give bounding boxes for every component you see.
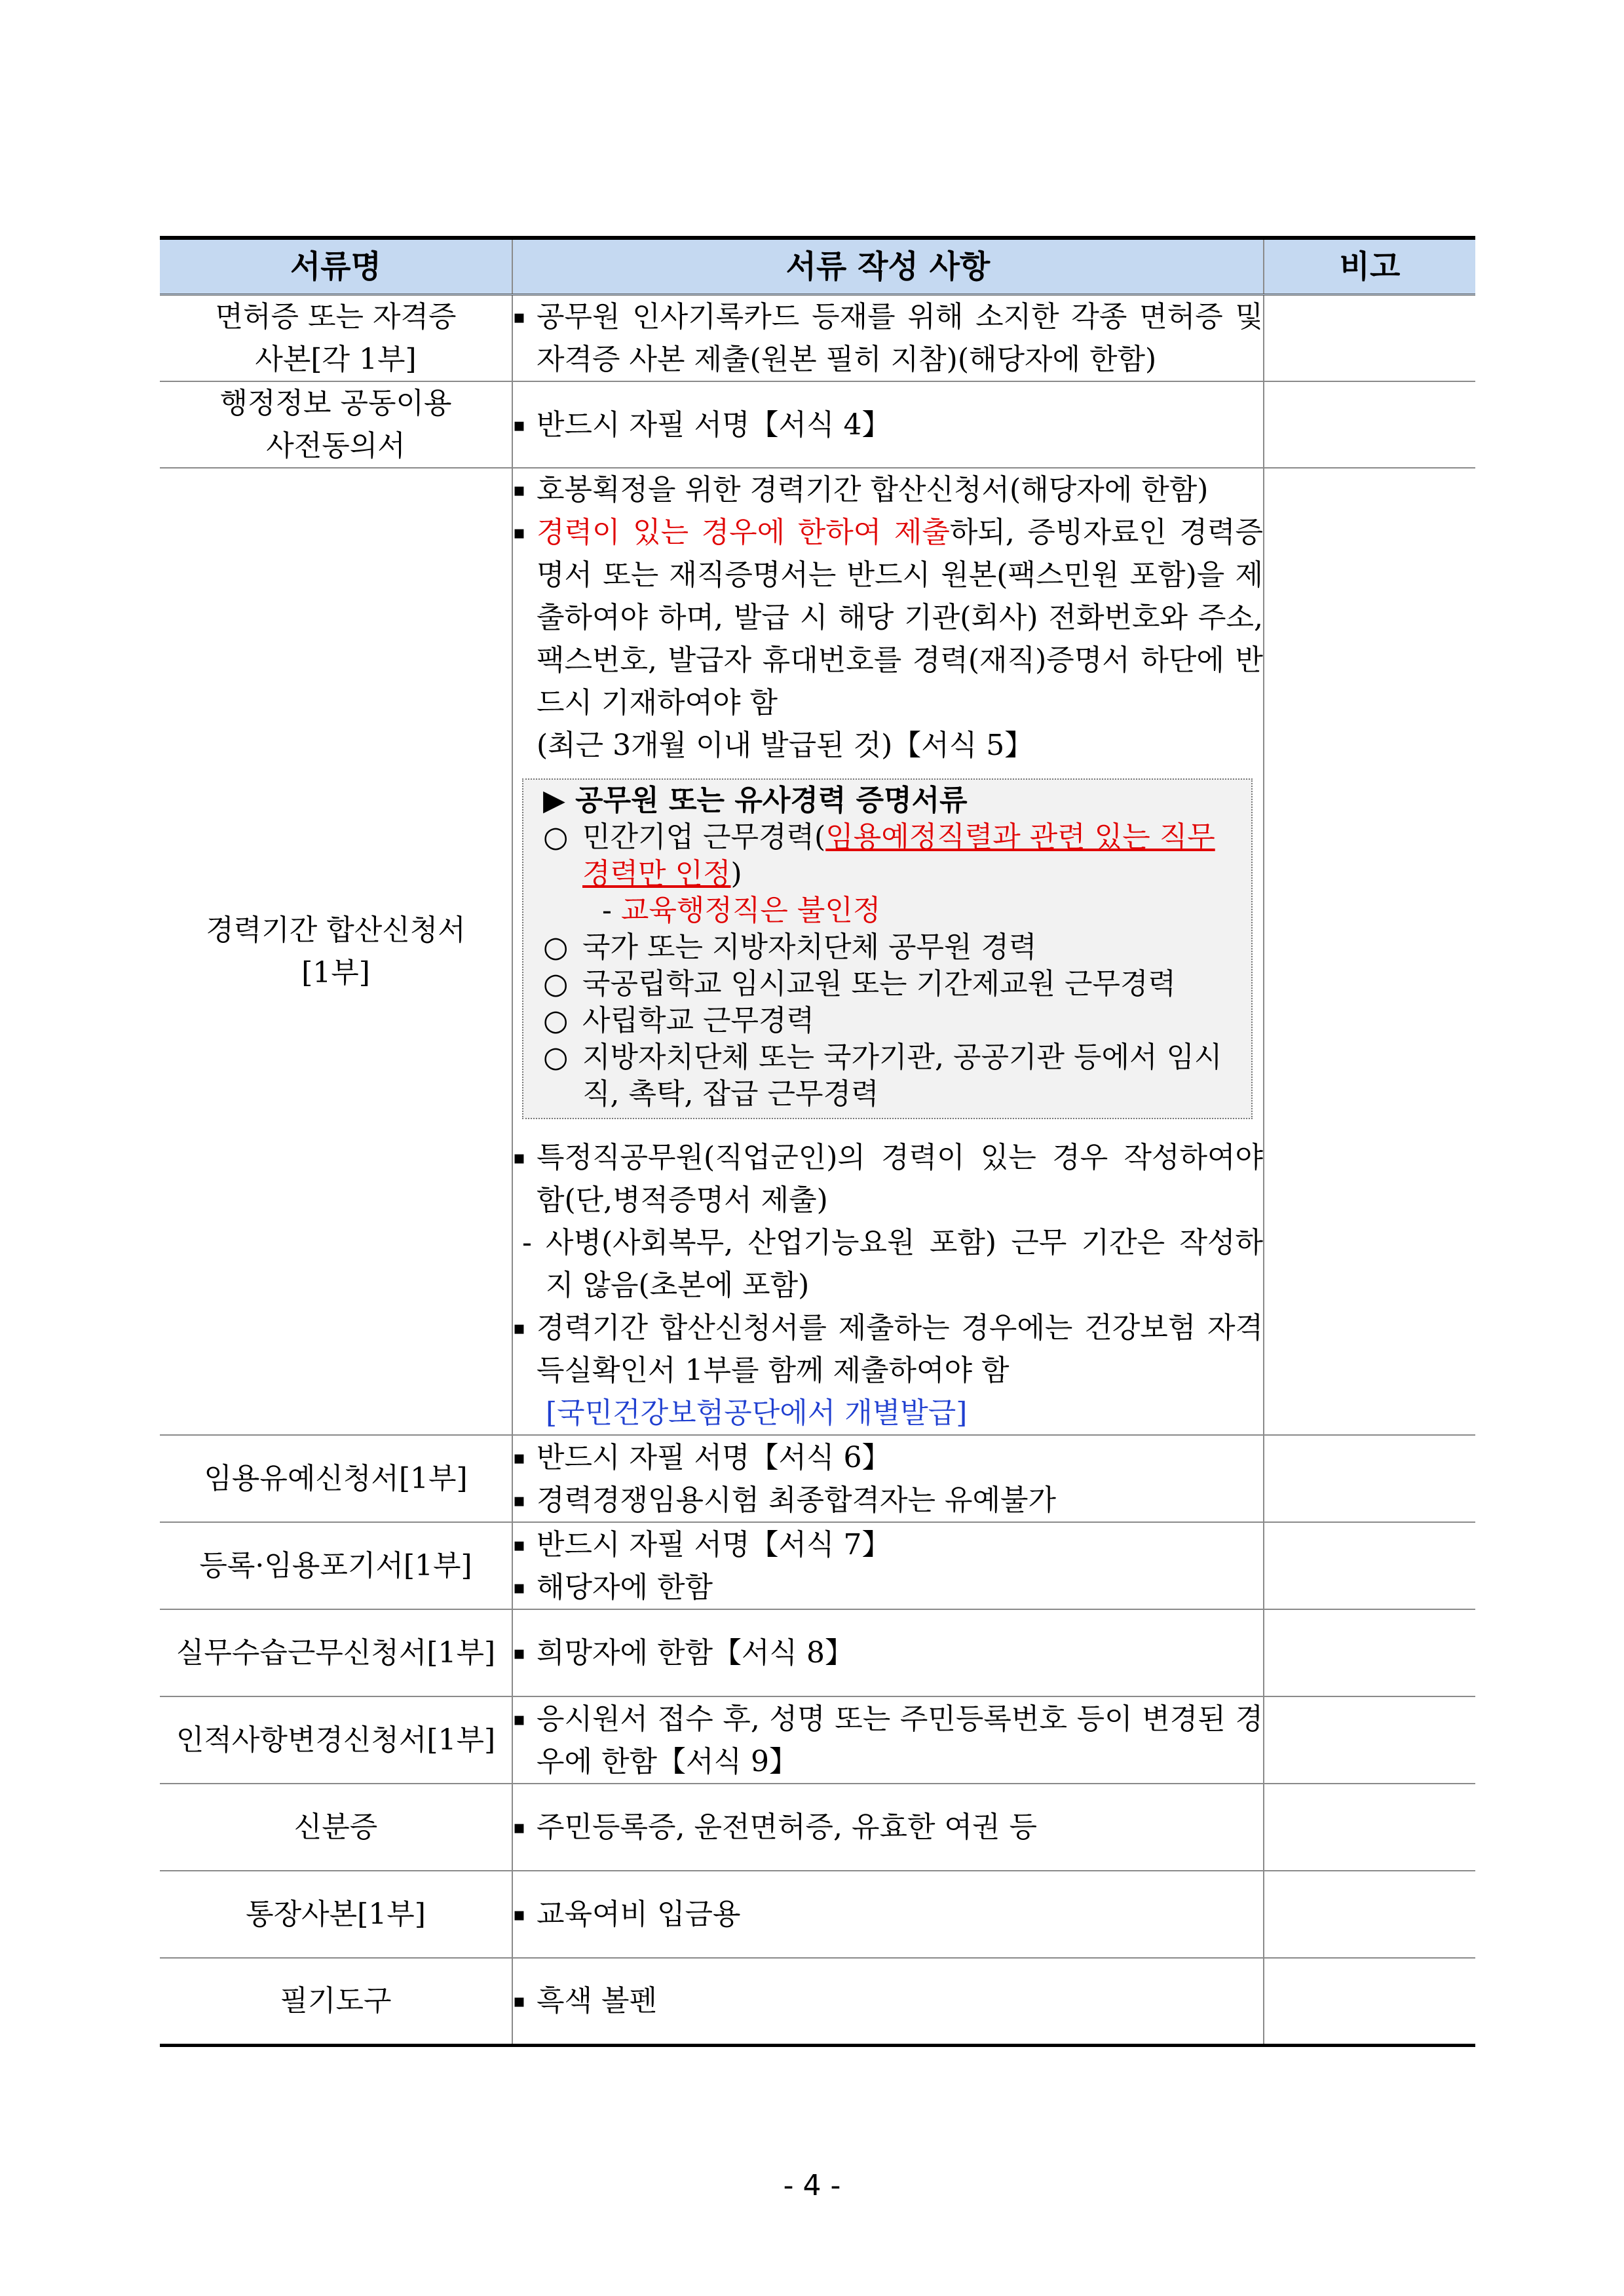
circle-icon: ○ — [543, 1004, 569, 1037]
document-name-cell — [160, 468, 512, 1435]
document-details-cell — [512, 1522, 1264, 1609]
document-details-cell — [512, 1435, 1264, 1522]
remarks-cell — [1264, 1958, 1475, 2045]
bullet-icon: ▪ — [513, 479, 525, 501]
bullet-item: ▪ 반드시 자필 서명【서식 6】 — [513, 1436, 1263, 1479]
document-name-cell — [160, 1609, 512, 1696]
document-name-line: 등록·임용포기서[1부] — [199, 1549, 472, 1582]
remarks-cell — [1264, 1871, 1475, 1958]
dash-mark: - — [522, 1226, 532, 1259]
list-subitem: - 교육행정직은 불인정 — [602, 894, 881, 927]
document-name-cell — [160, 1522, 512, 1609]
document-name-line: 필기도구 — [280, 1984, 392, 2018]
bullet-icon: ▪ — [513, 1904, 525, 1925]
table-row — [160, 381, 1475, 468]
bullet-item: ▪ 응시원서 접수 후, 성명 또는 주민등록번호 등이 변경된 경우에 한함【서식 9】 — [513, 1698, 1263, 1783]
bullet-icon: ▪ — [513, 1708, 525, 1730]
document-details-cell — [512, 468, 1264, 1435]
bullet-icon: ▪ — [513, 1576, 525, 1598]
list-item: ○ 민간기업 근무경력(임용예정직렬과 관련 있는 직무 경력만 인정) — [543, 819, 1245, 892]
career-proof-box — [522, 778, 1253, 1119]
bullet-icon: ▪ — [513, 306, 525, 328]
bullet-icon: ▪ — [513, 1317, 525, 1339]
document-name-cell — [160, 295, 512, 382]
table-header-row — [160, 238, 1475, 295]
bullet-icon: ▪ — [513, 522, 525, 543]
dash-item: - 사병(사회복무, 산업기능요원 포함) 근무 기간은 작성하지 않음(초본에 포함) — [513, 1221, 1263, 1307]
list-item: ○ 지방자치단체 또는 국가기관, 공공기관 등에서 임시직, 촉탁, 잡급 근무경력 — [543, 1039, 1245, 1113]
remarks-cell — [1264, 1522, 1475, 1609]
bullet-item: ▪ 공무원 인사기록카드 등재를 위해 소지한 각종 면허증 및 자격증 사본 제출(원본 필히 지참)(해당자에 한함) — [513, 296, 1263, 381]
table-row — [160, 295, 1475, 382]
header-remarks: 비고 — [1264, 238, 1475, 295]
list-item: ○ 국공립학교 임시교원 또는 기간제교원 근무경력 — [543, 966, 1245, 1003]
bullet-item: ▪ 호봉획정을 위한 경력기간 합산신청서(해당자에 한함) — [513, 469, 1263, 511]
circle-icon: ○ — [543, 930, 569, 964]
bullet-item: ▪ 특정직공무원(직업군인)의 경력이 있는 경우 작성하여야 함(단,병적증명서 제출) — [513, 1136, 1263, 1221]
document-name-line: 사본[각 1부] — [255, 343, 417, 376]
bullet-item: ▪ 반드시 자필 서명【서식 7】 — [513, 1523, 1263, 1566]
remarks-cell — [1264, 468, 1475, 1435]
bullet-icon: ▪ — [513, 413, 525, 436]
bullet-icon: ▪ — [513, 1990, 525, 2012]
header-document-details: 서류 작성 사항 — [512, 238, 1264, 295]
document-name-cell — [160, 1871, 512, 1958]
document-name-cell — [160, 1958, 512, 2045]
table-row — [160, 1784, 1475, 1871]
circle-icon: ○ — [543, 1041, 569, 1074]
circle-icon: ○ — [543, 820, 569, 854]
document-details-cell — [512, 295, 1264, 382]
document-name-cell — [160, 1784, 512, 1871]
table-row — [160, 1958, 1475, 2045]
document-details-cell — [512, 1696, 1264, 1784]
header-document-name: 서류명 — [160, 238, 512, 295]
document-name-cell — [160, 1435, 512, 1522]
document-name-line: 인적사항변경신청서[1부] — [176, 1723, 496, 1757]
table-row — [160, 1435, 1475, 1522]
document-name-line: 경력기간 합산신청서 — [206, 913, 466, 947]
bullet-item: ▪ 경력경쟁임용시험 최종합격자는 유예불가 — [513, 1479, 1263, 1521]
table-row — [160, 1871, 1475, 1958]
table-row — [160, 468, 1475, 1435]
document-name-cell — [160, 381, 512, 468]
bullet-icon: ▪ — [513, 1147, 525, 1168]
remarks-cell — [1264, 1609, 1475, 1696]
document-name-line: 면허증 또는 자격증 — [215, 300, 457, 334]
document-details-cell — [512, 381, 1264, 468]
remarks-cell — [1264, 1784, 1475, 1871]
dash-mark: - — [602, 894, 612, 927]
bullet-item: ▪ 경력이 있는 경우에 한하여 제출하되, 증빙자료인 경력증명서 또는 재직증명서는 반드시 원본(팩스민원 포함)을 제출하여야 하며, 발급 시 해당 기관(회사) 전화번호와 주소, 팩스번호, 발급자 휴대번호를 경력(재직)증명서 하단에 반드시 기재하여야 함 (최근 3개월 이내 발급된 것)【서식 5】 — [513, 511, 1263, 767]
bullet-icon: ▪ — [513, 1446, 525, 1468]
document-name-line: 사전동의서 — [266, 429, 406, 463]
bullet-item: ▪ 희망자에 한함【서식 8】 — [513, 1632, 1263, 1674]
bullet-item: ▪ 해당자에 한함 — [513, 1566, 1263, 1609]
document-details-cell — [512, 1784, 1264, 1871]
list-item: ○ 국가 또는 지방자치단체 공무원 경력 — [543, 929, 1245, 966]
remarks-cell — [1264, 1696, 1475, 1784]
document-name-line: 행정정보 공동이용 — [219, 387, 452, 420]
bullet-icon: ▪ — [513, 1489, 525, 1511]
remarks-cell — [1264, 381, 1475, 468]
document-name-line: 신분증 — [293, 1810, 378, 1844]
document-name-line: 실무수습근무신청서[1부] — [176, 1636, 496, 1670]
box-title: ▶ 공무원 또는 유사경력 증명서류 — [543, 784, 968, 817]
document-name-line: 임용유예신청서[1부] — [204, 1462, 468, 1495]
bullet-item: ▪ 반드시 자필 서명【서식 4】 — [513, 404, 1263, 446]
circle-icon: ○ — [543, 967, 569, 1001]
table-row — [160, 1522, 1475, 1609]
bullet-item: ▪ 흑색 볼펜 — [513, 1980, 1263, 2022]
list-item: ○ 사립학교 근무경력 — [543, 1003, 1245, 1039]
bullet-icon: ▪ — [513, 1816, 525, 1838]
page-number: - 4 - — [783, 2169, 841, 2202]
table-row — [160, 1696, 1475, 1784]
document-details-cell — [512, 1609, 1264, 1696]
table-row — [160, 1609, 1475, 1696]
document-details-cell — [512, 1958, 1264, 2045]
remarks-cell — [1264, 295, 1475, 382]
document-name-line: 통장사본[1부] — [246, 1898, 426, 1931]
bullet-item: ▪ 교육여비 입금용 — [513, 1893, 1263, 1936]
bullet-icon: ▪ — [513, 1642, 525, 1664]
bullet-icon: ▪ — [513, 1533, 525, 1556]
bullet-item: ▪ 경력기간 합산신청서를 제출하는 경우에는 건강보험 자격득실확인서 1부를 함께 제출하여야 함 [국민건강보험공단에서 개별발급] — [513, 1307, 1263, 1434]
bullet-item: ▪ 주민등록증, 운전면허증, 유효한 여권 등 — [513, 1806, 1263, 1848]
document-details-cell — [512, 1871, 1264, 1958]
document-name-line: [1부] — [301, 956, 370, 989]
document-table — [160, 236, 1475, 2047]
remarks-cell — [1264, 1435, 1475, 1522]
document-name-cell — [160, 1696, 512, 1784]
arrow-icon: ▶ — [543, 784, 565, 817]
